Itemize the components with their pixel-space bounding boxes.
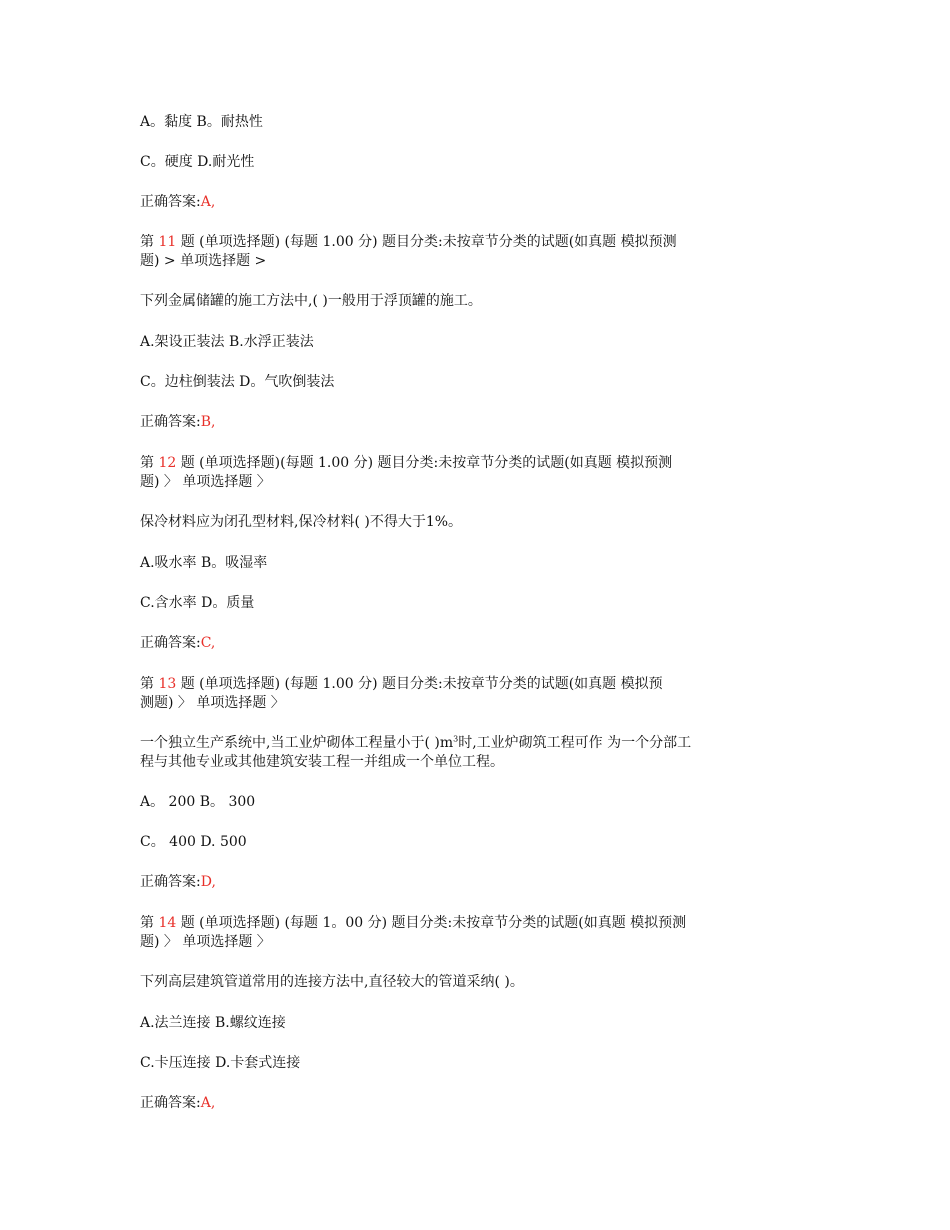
question-text: 下列高层建筑管道常用的连接方法中,直径较大的管道采纳( )。 bbox=[140, 974, 524, 990]
answer-label: 正确答案: bbox=[140, 635, 201, 651]
question-prefix: 第 bbox=[140, 915, 159, 931]
question-prefix: 第 bbox=[140, 234, 159, 250]
options-line: C。边柱倒装法 D。气吹倒装法 bbox=[140, 374, 335, 390]
answer-value: B, bbox=[200, 414, 216, 430]
options-line: A.吸水率 B。吸湿率 bbox=[140, 555, 268, 571]
question-prefix: 第 bbox=[140, 455, 159, 471]
question-header bbox=[140, 675, 663, 693]
answer-label: 正确答案: bbox=[140, 874, 201, 890]
options-line: A。黏度 B。耐热性 bbox=[140, 114, 263, 130]
answer-value: A, bbox=[200, 1095, 216, 1111]
options-line: A.法兰连接 B.螺纹连接 bbox=[140, 1015, 286, 1031]
question-header-cont: 测题) 〉 单项选择题 〉 bbox=[140, 695, 285, 711]
answer-line bbox=[140, 1094, 215, 1112]
options-line: A。 200 B。 300 bbox=[140, 794, 256, 810]
answer-line bbox=[140, 873, 216, 891]
question-header bbox=[140, 914, 686, 932]
question-text-part: 时,工业炉砌筑工程可作 为一个分部工 bbox=[458, 735, 692, 751]
answer-line bbox=[140, 413, 215, 431]
question-text: 下列金属储罐的施工方法中,( )一般用于浮顶罐的施工。 bbox=[140, 293, 482, 309]
answer-label: 正确答案: bbox=[140, 194, 201, 210]
answer-line bbox=[140, 193, 215, 211]
superscript: 3 bbox=[453, 734, 459, 744]
question-header-cont: 题) 〉 单项选择题 〉 bbox=[140, 934, 271, 950]
answer-value: A, bbox=[200, 194, 216, 210]
question-meta: 题 (单项选择题) (每题 1。00 分) 题目分类:未按章节分类的试题(如真题 模拟预测 bbox=[176, 915, 687, 931]
question-header bbox=[140, 233, 677, 251]
options-line: C。 400 D. 500 bbox=[140, 834, 247, 850]
question-text-cont: 程与其他专业或其他建筑安装工程一并组成一个单位工程。 bbox=[140, 754, 504, 770]
answer-value: D, bbox=[200, 874, 216, 890]
answer-label: 正确答案: bbox=[140, 414, 201, 430]
question-prefix: 第 bbox=[140, 676, 159, 692]
question-text bbox=[140, 734, 691, 752]
options-line: C.卡压连接 D.卡套式连接 bbox=[140, 1055, 301, 1071]
question-text-part: 一个独立生产系统中,当工业炉砌体工程量小于( )m bbox=[140, 735, 454, 751]
answer-value: C, bbox=[200, 635, 216, 651]
question-header-cont: 题) 〉 单项选择题 〉 bbox=[140, 474, 271, 490]
question-meta: 题 (单项选择题) (每题 1.00 分) 题目分类:未按章节分类的试题(如真题 模拟预 bbox=[176, 676, 663, 692]
answer-line bbox=[140, 634, 215, 652]
options-line: A.架设正装法 B.水浮正装法 bbox=[140, 334, 314, 350]
question-number: 12 bbox=[158, 455, 177, 471]
question-meta: 题 (单项选择题)(每题 1.00 分) 题目分类:未按章节分类的试题(如真题 模拟预测 bbox=[176, 455, 673, 471]
answer-label: 正确答案: bbox=[140, 1095, 201, 1111]
question-number: 13 bbox=[158, 676, 177, 692]
options-line: C.含水率 D。质量 bbox=[140, 595, 255, 611]
question-header-cont: 题) > 单项选择题 > bbox=[140, 253, 267, 269]
question-meta: 题 (单项选择题) (每题 1.00 分) 题目分类:未按章节分类的试题(如真题 模拟预测 bbox=[176, 234, 677, 250]
question-number: 11 bbox=[158, 234, 177, 250]
question-number: 14 bbox=[158, 915, 177, 931]
question-header bbox=[140, 454, 672, 472]
question-text: 保冷材料应为闭孔型材料,保冷材料( )不得大于1%。 bbox=[140, 514, 463, 530]
options-line: C。硬度 D.耐光性 bbox=[140, 154, 255, 170]
